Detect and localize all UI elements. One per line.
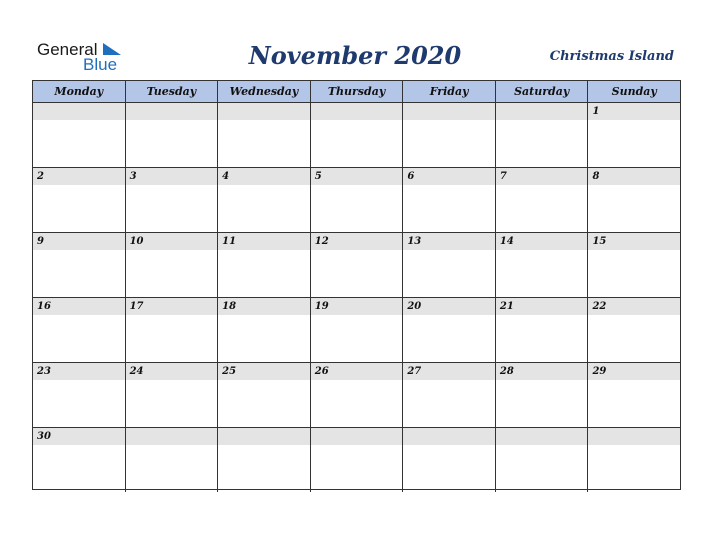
day-cell [311,103,404,167]
day-number: 2 [37,171,44,182]
day-cell [588,103,680,167]
weeks-container [33,103,680,492]
day-header-strip [126,103,218,120]
day-cell [311,428,404,492]
logo-general: General [37,40,98,59]
day-cell [33,168,126,232]
day-cell [311,233,404,297]
day-number: 28 [499,366,514,377]
region-name: Christmas Island [549,49,674,64]
day-cell [588,363,680,427]
day-cell [126,103,219,167]
calendar-title: November 2020 [248,41,462,70]
day-number: 5 [314,171,322,182]
day-cell [588,298,680,362]
week-row [33,428,680,492]
day-number: 11 [222,236,237,247]
day-header-strip [126,168,218,185]
day-number: 21 [499,301,514,312]
day-header-strip [33,233,125,250]
day-header-strip [403,428,495,445]
weekday-friday: Friday [403,81,496,102]
day-cell [311,363,404,427]
day-cell [126,168,219,232]
day-header-strip [403,103,495,120]
day-number: 1 [592,106,600,117]
week-row [33,298,680,363]
day-cell [33,103,126,167]
week-row [33,363,680,428]
day-number: 4 [222,171,230,182]
day-cell [218,363,311,427]
logo-blue: Blue [83,55,118,74]
weekday-wednesday: Wednesday [218,81,311,102]
day-cell [496,233,589,297]
day-header-strip [218,168,310,185]
day-header-strip [588,428,680,445]
day-cell [218,233,311,297]
day-cell [496,428,589,492]
day-cell [33,428,126,492]
day-cell [218,103,311,167]
day-number: 17 [129,301,144,312]
day-number: 24 [129,366,144,377]
day-number: 30 [37,431,51,442]
day-cell [403,103,496,167]
logo-triangle-icon [103,43,123,59]
day-number: 8 [592,171,600,182]
weekday-saturday: Saturday [496,81,589,102]
day-cell [126,233,219,297]
day-cell [403,233,496,297]
day-cell [496,298,589,362]
day-number: 27 [407,366,422,377]
day-cell [311,298,404,362]
day-cell [218,168,311,232]
week-row [33,233,680,298]
day-header-strip [311,103,403,120]
weekday-monday: Monday [33,81,126,102]
day-number: 7 [499,171,507,182]
day-header-strip [403,168,495,185]
weekday-header [33,81,680,103]
day-number: 18 [222,301,237,312]
day-header-strip [496,428,588,445]
day-number: 25 [222,366,237,377]
day-cell [33,363,126,427]
day-number: 29 [592,366,607,377]
day-cell [496,363,589,427]
day-cell [311,168,404,232]
weekday-tuesday: Tuesday [126,81,219,102]
day-number: 19 [314,301,329,312]
day-cell [33,298,126,362]
day-number: 13 [407,236,422,247]
day-cell [588,233,680,297]
day-header-strip [311,428,403,445]
day-header-strip [496,103,588,120]
day-number: 20 [407,301,422,312]
day-cell [126,428,219,492]
day-number: 12 [314,236,329,247]
day-cell [496,103,589,167]
day-header-strip [588,168,680,185]
day-number: 6 [407,171,415,182]
day-header-strip [126,428,218,445]
day-cell [218,428,311,492]
day-number: 10 [129,236,144,247]
day-header-strip [311,168,403,185]
day-cell [403,298,496,362]
day-cell [403,168,496,232]
day-number: 16 [37,301,51,312]
day-header-strip [218,103,310,120]
day-cell [588,168,680,232]
weekday-thursday: Thursday [311,81,404,102]
week-row [33,103,680,168]
day-header-strip [33,168,125,185]
day-number: 3 [129,171,137,182]
week-row [33,168,680,233]
day-cell [218,298,311,362]
day-cell [496,168,589,232]
day-header-strip [588,103,680,120]
day-cell [403,428,496,492]
weekday-sunday: Sunday [611,85,657,98]
day-header-strip [496,168,588,185]
day-cell [588,428,680,492]
day-cell [403,363,496,427]
day-number: 9 [37,236,44,247]
day-cell [126,298,219,362]
day-number: 15 [592,236,607,247]
day-header-strip [218,428,310,445]
logo [37,40,127,74]
day-cell [33,233,126,297]
day-cell [126,363,219,427]
day-header-strip [33,103,125,120]
calendar-grid [32,80,681,490]
day-number: 23 [37,366,51,377]
day-number: 22 [592,301,607,312]
day-number: 14 [499,236,514,247]
day-number: 26 [314,366,329,377]
